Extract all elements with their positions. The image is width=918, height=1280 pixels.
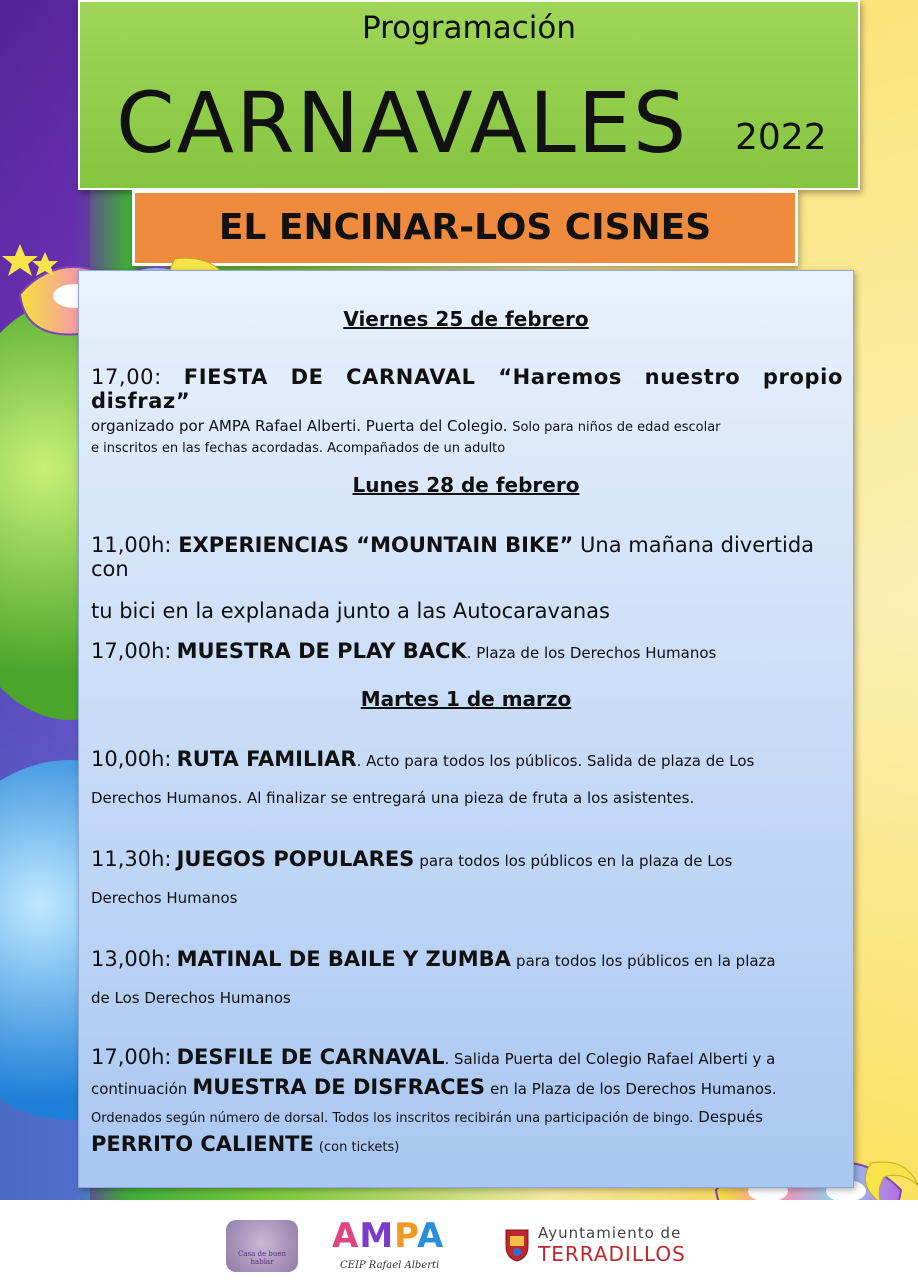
event-name: JUEGOS POPULARES xyxy=(176,847,415,871)
event-name: RUTA FAMILIAR xyxy=(176,747,357,771)
event-entry xyxy=(91,747,843,807)
event-detail: de Los Derechos Humanos xyxy=(91,989,291,1007)
event-time: 10,00h: xyxy=(91,747,172,771)
ampa-letter: M xyxy=(359,1216,395,1256)
event-detail: organizado por AMPA Rafael Alberti. Puerta del Colegio. xyxy=(91,417,508,435)
shield-icon xyxy=(504,1228,530,1262)
event-detail: Solo para niños de edad escolar xyxy=(512,420,721,435)
ampa-letter: P xyxy=(394,1216,417,1256)
event-name: EXPERIENCIAS “MOUNTAIN BIKE” xyxy=(178,533,574,557)
event-detail: . Acto para todos los públicos. Salida de plaza de Los xyxy=(356,752,755,770)
event-name: DESFILE DE CARNAVAL xyxy=(176,1045,445,1069)
event-detail: e inscritos en las fechas acordadas. Acompañados de un adulto xyxy=(91,441,506,456)
event-detail: Derechos Humanos. Al finalizar se entregará una pieza de fruta a los asistentes. xyxy=(91,789,695,807)
event-time: 17,00h: xyxy=(91,1045,172,1069)
title-banner xyxy=(78,0,860,190)
day-heading: Martes 1 de marzo xyxy=(360,687,572,711)
event-detail: Una mañana divertida con xyxy=(91,533,815,581)
event-detail: (con tickets) xyxy=(318,1140,400,1155)
ayuntamiento-logo xyxy=(504,1222,694,1272)
event-name: MUESTRA DE PLAY BACK xyxy=(176,639,467,663)
event-time: 11,00h: xyxy=(91,533,172,557)
casa-logo-text: Casa de buen hablar xyxy=(237,1250,286,1266)
event-detail: en la Plaza de los Derechos Humanos. xyxy=(490,1080,777,1098)
event-detail: para todos los públicos en la plaza de Los xyxy=(419,852,733,870)
footer-logos xyxy=(0,1200,918,1280)
casa-logo xyxy=(226,1220,298,1272)
event-detail: continuación xyxy=(91,1080,188,1098)
page-subtitle: EL ENCINAR-LOS CISNES xyxy=(218,207,712,248)
event-detail: . Salida Puerta del Colegio Rafael Alberti y a xyxy=(444,1050,776,1068)
page-title: CARNAVALES xyxy=(116,74,689,172)
event-detail: Después xyxy=(698,1108,763,1126)
event-detail: Derechos Humanos xyxy=(91,889,238,907)
ampa-logo xyxy=(332,1216,478,1276)
event-detail: para todos los públicos en la plaza xyxy=(516,952,776,970)
program-label: Programación xyxy=(361,10,577,46)
event-time: 11,30h: xyxy=(91,847,172,871)
star-icon xyxy=(2,244,38,276)
event-entry xyxy=(91,947,843,1007)
ampa-letter: A xyxy=(416,1216,445,1256)
title-year: 2022 xyxy=(735,117,827,158)
ayuntamiento-name: TERRADILLOS xyxy=(538,1242,686,1266)
schedule-panel xyxy=(78,270,854,1188)
event-time: 13,00h: xyxy=(91,947,172,971)
event-entry xyxy=(91,533,843,623)
event-time: 17,00: xyxy=(91,365,162,389)
ampa-letter: A xyxy=(332,1216,360,1256)
event-time: 17,00h: xyxy=(91,639,172,663)
event-entry xyxy=(91,365,843,456)
ayuntamiento-label: Ayuntamiento de xyxy=(538,1224,682,1242)
event-detail: tu bici en la explanada junto a las Autocaravanas xyxy=(91,599,610,623)
event-name: PERRITO CALIENTE xyxy=(91,1132,314,1156)
event-detail: Ordenados según número de dorsal. Todos los inscritos recibirán una participación de bingo. xyxy=(91,1111,694,1126)
event-name: MUESTRA DE DISFRACES xyxy=(192,1075,485,1099)
event-name: FIESTA DE CARNAVAL “Haremos nuestro propio disfraz” xyxy=(91,365,843,413)
day-heading: Viernes 25 de febrero xyxy=(343,307,589,331)
event-entry xyxy=(91,639,843,663)
ampa-subtitle: CEIP Rafael Alberti xyxy=(340,1260,440,1271)
event-name: MATINAL DE BAILE Y ZUMBA xyxy=(176,947,511,971)
event-detail: . Plaza de los Derechos Humanos xyxy=(466,644,717,662)
day-heading: Lunes 28 de febrero xyxy=(352,473,580,497)
ampa-logo-text xyxy=(332,1216,444,1256)
event-entry xyxy=(91,1045,843,1156)
event-entry xyxy=(91,847,843,907)
